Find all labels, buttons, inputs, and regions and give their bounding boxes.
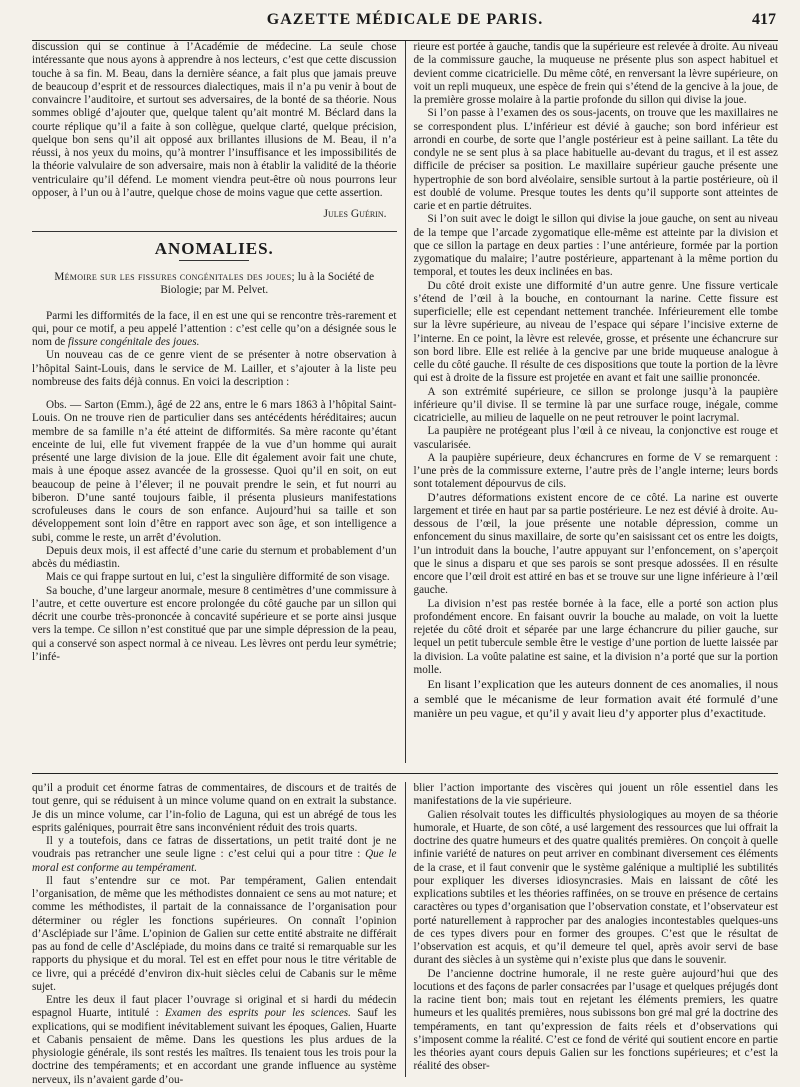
section-title: ANOMALIES. bbox=[154, 239, 274, 259]
paragraph-text: Sauf les explications, qui se modifient inévitablement suivant les époques, Galien, Huarte et Cabanis pensaient de même. Dans les questions les plus ardues de la physiologie générale, ils sont restés les maîtres. Ils tenaient tous les trois pour la doctrine des tempéraments; et en accordant une grande influence au système nerveux, ils n’avaient garde d’ou- bbox=[32, 1007, 397, 1086]
page-number: 417 bbox=[752, 11, 776, 28]
title-underline bbox=[179, 260, 249, 261]
author-signature: Jules Guérin. bbox=[323, 208, 387, 220]
italic-title: Examen des esprits pour les sciences. bbox=[165, 1007, 351, 1020]
memoire-heading bbox=[32, 271, 397, 298]
page-header bbox=[32, 0, 778, 41]
paragraph-text: Parmi les difformités de la face, il en est une qui se rencontre très-rarement et qui, pour ce motif, a peu appelé l’attention : c’est celle qu’on a désignée sous le nom de bbox=[32, 309, 397, 348]
paragraph-text: Il y a toutefois, dans ce fatras de dissertations, un petit traité dont je ne voudrais pas retrancher une seule ligne : c’est celui qui a pour titre : bbox=[32, 835, 397, 861]
article-paragraph: Sa bouche, d’une largeur anormale, mesure 8 centimètres d’une commissure à l’autre, et cette ouverture est encore prolongée du côté gauche par un sillon qui décrit une courbe très-prononcée à concavité supérieure et se porte ainsi jusque vers la tempe. Ce sillon n’est constitué que par une simple dépression de la peau, qui a conservé son aspect normal à ce niveau. Les lèvres ont perdu leur symétrie; l’infé- bbox=[32, 584, 397, 663]
section-divider bbox=[32, 773, 778, 774]
article-paragraph: blier l’action importante des viscères qui jouent un rôle essentiel dans les manifestations de la vie supérieure. bbox=[413, 782, 778, 808]
article-paragraph bbox=[32, 310, 397, 350]
memoire-author: lu à la Société de Biologie; par M. Pelvet. bbox=[160, 270, 375, 296]
lower-section bbox=[32, 782, 778, 1086]
article-paragraph: Du côté droit existe une difformité d’un autre genre. Une fissure verticale s’étend de l’œil à la bouche, en contournant la narine. Cette fissure est superficielle; elle est cependant nettement tranchée. Inférieurement elle tombe sur la lèvre supérieure, au niveau de l’espace qui sépare l’incisive externe de l’interne. En ce point, la lèvre est relevée, grosse, et présente une échancrure sur son bord libre. Elle est reliée à la gencive par une bride muqueuse analogue à celle du côté gauche. Il résulte de ces dispositions que toute la portion de la lèvre qui est à droite de la fissure est projetée en avant et fait une saillie prononcée. bbox=[413, 279, 778, 385]
article-paragraph: D’autres déformations existent encore de ce côté. La narine est ouverte largement et tirée en haut par sa partie postérieure. Le nez est dévié à droite. Au-dessous de l’œil, la joue présente une notable dépression, comme un enfoncement du sinus maxillaire, de sorte qu’en saisissant cet os entre les doigts, l’un introduit dans la bouche, l’autre appuyant sur l’enfoncement, on s’aperçoit que le sinus a disparu et que ses parois se sont presque adossées. Il en résulte encore que l’œil droit est attiré en bas et se trouve sur une ligne inférieure à l’œil gauche. bbox=[413, 491, 778, 597]
article-paragraph: A son extrémité supérieure, ce sillon se prolonge jusqu’à la paupière inférieure qu’il divise. Il se termine là par une surface rouge, inégale, comme cicatricielle, au milieu de laquelle on ne peut retrouver le point lacrymal. bbox=[413, 385, 778, 424]
paragraph-text: Entre les deux il faut placer l’ouvrage si original et si hardi du médecin espagnol Huarte, intitulé : bbox=[32, 994, 397, 1020]
memoire-title: Mémoire sur les fissures congénitales des joues; bbox=[54, 270, 295, 283]
conclusion-paragraph: En lisant l’explication que les auteurs donnent de ces anomalies, il nous a semblé que le mécanisme de leur formation avait été formulé d’une manière un peu vague, et qu’il y avait lieu d’y apporter plus d’exactitude. bbox=[413, 677, 778, 720]
article-paragraph: rieure est portée à gauche, tandis que la supérieure est relevée à droite. Au niveau de la commissure gauche, la muqueuse ne présente plus son aspect habituel et devient comme cicatricielle. Du même côté, en renversant la lèvre supérieure, on voit un repli muqueux, une espèce de frein qui s’étend de la gencive à la joue, de la première grosse molaire à la partie profonde du sillon qui divise la joue. bbox=[413, 41, 778, 106]
upper-left-column bbox=[32, 41, 406, 763]
upper-right-column bbox=[406, 41, 779, 763]
lower-right-column bbox=[406, 782, 779, 1077]
article-paragraph: Mais ce qui frappe surtout en lui, c’est la singulière difformité de son visage. bbox=[46, 571, 390, 584]
article-paragraph bbox=[32, 835, 397, 875]
article-paragraph: Galien résolvait toutes les difficultés physiologiques au moyen de sa théorie humorale, et Huarte, de son côté, a usé largement des ressources que lui offrait la doctrine des quatre humeurs et des quatre qualités premières. On conçoit à quelle infinie variété de natures on peut arriver en combinant diversement ces éléments de la crase, et il faut convenir que le système galénique a multiplié les subtilités pour expliquer les diverses idiosyncrasies. Mais en laissant de côté les explications subtiles et les théories raffinées, on se trouve en présence de certains caractères ou types d’organisation que l’observation constate, et l’observateur est porté naturellement à rapprocher par des analogies incontestables quelques-uns de ces types divers pour en former des groupes. C’est que le résultat de l’observation est acquis, et qu’il demeure tel quel, après avoir servi de base durant des siècles à un système qui n’existe plus que dans le souvenir. bbox=[413, 808, 778, 967]
article-paragraph: Depuis deux mois, il est affecté d’une carie du sternum et probablement d’un abcès du médiastin. bbox=[32, 544, 397, 570]
italic-term: fissure congénitale des joues. bbox=[68, 336, 200, 348]
journal-title: GAZETTE MÉDICALE DE PARIS. bbox=[266, 11, 544, 28]
article-paragraph: Si l’on suit avec le doigt le sillon qui divise la joue gauche, on sent au niveau de la tempe que l’arcade zygomatique elle-même est atteinte par la division et que ce sillon la partage en deux parties : l’une antérieure, formée par la portion zygomatique du malaire; l’autre postérieure, appartenant à la même portion du temporal, et toutes les deux inclinées en bas. bbox=[413, 213, 778, 279]
article-paragraph: A la paupière supérieure, deux échancrures en forme de V se remarquent : l’une près de la commissure externe, l’autre près de l’angle interne; leurs bords sont totalement dépourvus de cils. bbox=[413, 451, 778, 491]
article-paragraph: Un nouveau cas de ce genre vient de se présenter à notre observation à l’hôpital Saint-Louis, dans le service de M. Lailler, et s’ajouter à la liste peu nombreuse des faits déjà connus. En voici la description : bbox=[32, 349, 397, 388]
article-paragraph: discussion qui se continue à l’Académie de médecine. La seule chose intéressante que nous ayons à apprendre à nos lecteurs, c’est que cette discussion touche à sa fin. M. Beau, dans la dernière séance, a fait plus que jamais preuve de beaucoup d’esprit et de ressources dialectiques, mais il n’a pu venir à bout de convaincre l’auditoire, et surtout ses adversaires, de la bonté de sa théorie. Nous sommes obligé d’ajouter que, quelque talent qu’ait montré M. Béclard dans la courte réplique qu’il a faite à son collègue, quelque clarté, quelque précision, quelque bon sens qu’il ait opposé aux brillantes illusions de M. Beau, il n’a réussi, à nos yeux du moins, qu’à montrer l’insuffisance et les impossibilités de la théorie valvulaire de son adversaire, mais non à établir la validité de la théorie ventriculaire qu’il défend. Le moment viendra peut-être où nous pourrons leur opposer, à l’un ou à l’autre, quelque chose de moins vague que cette assertion. bbox=[32, 41, 397, 199]
article-paragraph: La paupière ne protégeant plus l’œil à ce niveau, la conjonctive est rouge et vascularisée. bbox=[413, 425, 778, 451]
lower-left-column bbox=[32, 782, 406, 1086]
article-paragraph: La division n’est pas restée bornée à la face, elle a porté son action plus profondément encore. En faisant ouvrir la bouche au malade, on voit la luette rejetée du côté droit et séparée par une large échancrure du pilier gauche, sur lequel un petit tubercule semble être le vestige d’une portion de luette laissée par la division. La voûte palatine est saine, et la division n’a porté que sur la portion molle. bbox=[413, 597, 778, 676]
article-paragraph: De l’ancienne doctrine humorale, il ne reste guère aujourd’hui que des locutions et des façons de parler consacrées par l’usage et quelques préjugés dont la racine tient bon; mais tout en rejetant les éléments premiers, les quatre humeurs et les qualités premières, nous subissons bon gré mal gré la doctrine des tempéraments, en tant qu’expression de faits réels et d’observations qui s’imposent comme la réalité. C’est ce fond de vérité qui soutient encore en partie les théories ayant cours depuis Galien sur les fonctions supérieures; et c’est la réalité des obser- bbox=[413, 967, 778, 1073]
spacer bbox=[32, 389, 397, 399]
observation-paragraph: Obs. — Sarton (Emm.), âgé de 22 ans, entre le 6 mars 1863 à l’hôpital Saint-Louis. On ne trouve rien de particulier dans ses antécédents héréditaires; aucun membre de sa famille n’a été atteint de difformités. Sa mère raconte qu’étant enceinte de lui, elle fut vivement frappée de la vue d’un homme qui aurait présenté une large division de la joue. Elle dit également avoir fait une chute, mais à une époque assez avancée de la grossesse. Quoi qu’il en soit, on eut beaucoup de peine à l’élever; il ne pouvait prendre le sein, et fut nourri au biberon. D’une santé toujours faible, il présenta plusieurs manifestations scrofuleuses dans le cours de son enfance. Aujourd’hui sa taille et son développement sont loin d’être en rapport avec son âge, et son intelligence a subi, comme le reste, un arrêt d’évolution. bbox=[32, 399, 397, 544]
article-paragraph bbox=[32, 994, 397, 1087]
article-paragraph: Il faut s’entendre sur ce mot. Par tempérament, Galien entendait l’organisation, de même que les méthodistes donnaient ce sens au mot nature; et comme les méthodistes, il partait de la connaissance de l’organisation pour déterminer ou régler les fonctions supérieures. On connaît l’opinion d’Asclépiade sur l’âme. L’opinion de Galien sur cette entité abstraite ne différait pas au fond de celle d’Asclépiade, du moins dans ce traité si remarquable sur les rapports du physique et du moral. Tel est en effet pour nous le titre véritable de ce livre, qui a précédé d’environ dix-huit siècles celui de Cabanis sur le même sujet. bbox=[32, 874, 397, 993]
upper-section bbox=[32, 41, 778, 763]
article-divider bbox=[32, 231, 397, 232]
article-paragraph: qu’il a produit cet énorme fatras de commentaires, de discours et de traités de tout genre, qui se réduisent à un mince volume quand on en extrait la substance. Je dis un mince volume, car l’in-folio de Laguna, qui est un abrégé de tous les esprits galéniques, pourrait être sans inconvénient réduit des trois quarts. bbox=[32, 782, 397, 834]
italic-title: Que le moral est conforme au tempérament. bbox=[32, 848, 397, 874]
article-paragraph: Si l’on passe à l’examen des os sous-jacents, on trouve que les maxillaires ne se correspondent plus. L’inférieur est dévié à gauche; son bord inférieur est arrondi en courbe, de sorte que l’angle postérieur est à peine saillant. La tête du condyle ne se sent plus à sa place habituelle au-devant du tragus, et il est assez difficile de préciser sa position. Le maxillaire supérieur gauche présente une hypertrophie de son bord alvéolaire, sensible surtout à la partie postérieure, où il est doublé de volume. Presque toutes les dents qu’il supporte sont atteintes de carie et en partie détruites. bbox=[413, 107, 778, 212]
